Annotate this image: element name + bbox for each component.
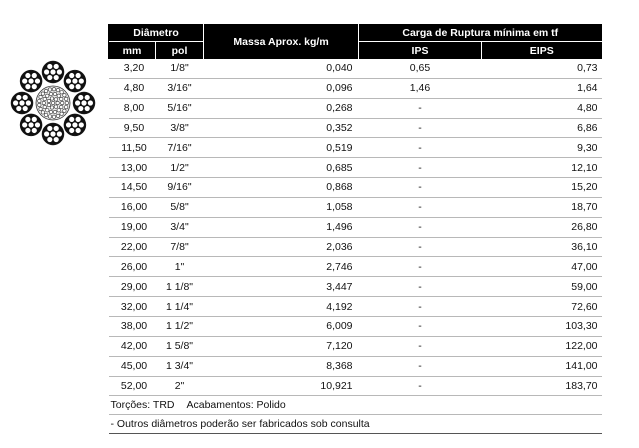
cell-ips: - bbox=[359, 356, 482, 376]
cell-pol: 1 1/8" bbox=[156, 277, 204, 297]
cell-pol: 1 5/8" bbox=[156, 336, 204, 356]
cell-ips: - bbox=[359, 297, 482, 317]
cell-eips: 141,00 bbox=[482, 356, 602, 376]
header-massa: Massa Aprox. kg/m bbox=[204, 24, 359, 59]
header-eips: EIPS bbox=[482, 42, 602, 60]
cell-ips: - bbox=[359, 138, 482, 158]
table-row bbox=[109, 336, 602, 356]
cell-eips: 36,10 bbox=[482, 237, 602, 257]
cell-ips: - bbox=[359, 98, 482, 118]
cell-mm: 11,50 bbox=[109, 138, 156, 158]
cell-mm: 52,00 bbox=[109, 376, 156, 396]
cell-pol: 9/16" bbox=[156, 178, 204, 198]
cell-ips: - bbox=[359, 197, 482, 217]
cell-mm: 32,00 bbox=[109, 297, 156, 317]
note-torcoes: Torções: TRD bbox=[110, 399, 175, 412]
table-row bbox=[109, 376, 602, 396]
cell-pol: 5/16" bbox=[156, 98, 204, 118]
table-row bbox=[109, 138, 602, 158]
table-row bbox=[109, 356, 602, 376]
note-torcoes-acabamentos bbox=[109, 396, 602, 415]
cell-ips: - bbox=[359, 237, 482, 257]
cell-massa: 1,496 bbox=[204, 217, 359, 237]
cell-pol: 2" bbox=[156, 376, 204, 396]
cell-eips: 9,30 bbox=[482, 138, 602, 158]
cell-massa: 10,921 bbox=[204, 376, 359, 396]
cell-ips: - bbox=[359, 336, 482, 356]
table-row bbox=[109, 257, 602, 277]
table-row bbox=[109, 158, 602, 178]
cell-mm: 45,00 bbox=[109, 356, 156, 376]
cell-massa: 0,040 bbox=[204, 59, 359, 78]
cell-eips: 12,10 bbox=[482, 158, 602, 178]
cell-pol: 1/8" bbox=[156, 59, 204, 78]
cell-eips: 59,00 bbox=[482, 277, 602, 297]
cell-pol: 1 1/4" bbox=[156, 297, 204, 317]
cell-massa: 3,447 bbox=[204, 277, 359, 297]
cell-mm: 19,00 bbox=[109, 217, 156, 237]
cell-eips: 6,86 bbox=[482, 118, 602, 138]
cell-mm: 16,00 bbox=[109, 197, 156, 217]
table-row bbox=[109, 118, 602, 138]
cell-massa: 0,868 bbox=[204, 178, 359, 198]
cell-massa: 0,268 bbox=[204, 98, 359, 118]
cell-eips: 1,64 bbox=[482, 78, 602, 98]
table-row bbox=[109, 217, 602, 237]
cell-massa: 0,352 bbox=[204, 118, 359, 138]
cell-massa: 0,519 bbox=[204, 138, 359, 158]
cell-eips: 18,70 bbox=[482, 197, 602, 217]
cell-mm: 14,50 bbox=[109, 178, 156, 198]
cell-eips: 47,00 bbox=[482, 257, 602, 277]
cell-eips: 4,80 bbox=[482, 98, 602, 118]
table-row bbox=[109, 297, 602, 317]
cell-ips: - bbox=[359, 217, 482, 237]
cell-ips: - bbox=[359, 118, 482, 138]
cell-pol: 7/16" bbox=[156, 138, 204, 158]
header-pol: pol bbox=[156, 42, 204, 60]
table-row bbox=[109, 178, 602, 198]
cell-pol: 3/8" bbox=[156, 118, 204, 138]
cell-massa: 1,058 bbox=[204, 197, 359, 217]
cell-ips: - bbox=[359, 178, 482, 198]
header-carga-ruptura: Carga de Ruptura mínima em tf bbox=[359, 24, 602, 42]
note-acabamentos: Acabamentos: Polido bbox=[186, 399, 286, 412]
wire-rope-spec-table bbox=[108, 24, 602, 434]
cell-pol: 3/4" bbox=[156, 217, 204, 237]
cell-massa: 2,036 bbox=[204, 237, 359, 257]
cell-ips: - bbox=[359, 376, 482, 396]
note-outros-diametros: - Outros diâmetros poderão ser fabricados sob consulta bbox=[109, 415, 602, 434]
cell-mm: 42,00 bbox=[109, 336, 156, 356]
cell-mm: 8,00 bbox=[109, 98, 156, 118]
cell-eips: 122,00 bbox=[482, 336, 602, 356]
cell-pol: 1 3/4" bbox=[156, 356, 204, 376]
header-mm: mm bbox=[109, 42, 156, 60]
table-row bbox=[109, 59, 602, 78]
cell-pol: 1 1/2" bbox=[156, 316, 204, 336]
cell-pol: 3/16" bbox=[156, 78, 204, 98]
table-row bbox=[109, 98, 602, 118]
cell-ips: - bbox=[359, 316, 482, 336]
wire-rope-cross-section-icon bbox=[10, 60, 96, 146]
cell-eips: 183,70 bbox=[482, 376, 602, 396]
cell-mm: 13,00 bbox=[109, 158, 156, 178]
cell-mm: 26,00 bbox=[109, 257, 156, 277]
cell-ips: - bbox=[359, 158, 482, 178]
cell-eips: 0,73 bbox=[482, 59, 602, 78]
cell-mm: 3,20 bbox=[109, 59, 156, 78]
cell-mm: 9,50 bbox=[109, 118, 156, 138]
cell-pol: 1" bbox=[156, 257, 204, 277]
cell-massa: 7,120 bbox=[204, 336, 359, 356]
cell-mm: 29,00 bbox=[109, 277, 156, 297]
cell-ips: - bbox=[359, 277, 482, 297]
cell-ips: 1,46 bbox=[359, 78, 482, 98]
cell-mm: 38,00 bbox=[109, 316, 156, 336]
cell-massa: 6,009 bbox=[204, 316, 359, 336]
cell-ips: 0,65 bbox=[359, 59, 482, 78]
header-diametro: Diâmetro bbox=[109, 24, 204, 42]
cell-pol: 1/2" bbox=[156, 158, 204, 178]
table-row bbox=[109, 78, 602, 98]
table-body bbox=[109, 59, 602, 396]
cell-pol: 5/8" bbox=[156, 197, 204, 217]
header-ips: IPS bbox=[359, 42, 482, 60]
cell-mm: 4,80 bbox=[109, 78, 156, 98]
cell-eips: 26,80 bbox=[482, 217, 602, 237]
cell-ips: - bbox=[359, 257, 482, 277]
table-row bbox=[109, 197, 602, 217]
cell-eips: 15,20 bbox=[482, 178, 602, 198]
cell-massa: 0,096 bbox=[204, 78, 359, 98]
cell-massa: 2,746 bbox=[204, 257, 359, 277]
cell-pol: 7/8" bbox=[156, 237, 204, 257]
table-row bbox=[109, 316, 602, 336]
cell-eips: 103,30 bbox=[482, 316, 602, 336]
cell-massa: 0,685 bbox=[204, 158, 359, 178]
cell-mm: 22,00 bbox=[109, 237, 156, 257]
table-row bbox=[109, 237, 602, 257]
cell-eips: 72,60 bbox=[482, 297, 602, 317]
table-row bbox=[109, 277, 602, 297]
cell-massa: 8,368 bbox=[204, 356, 359, 376]
cell-massa: 4,192 bbox=[204, 297, 359, 317]
